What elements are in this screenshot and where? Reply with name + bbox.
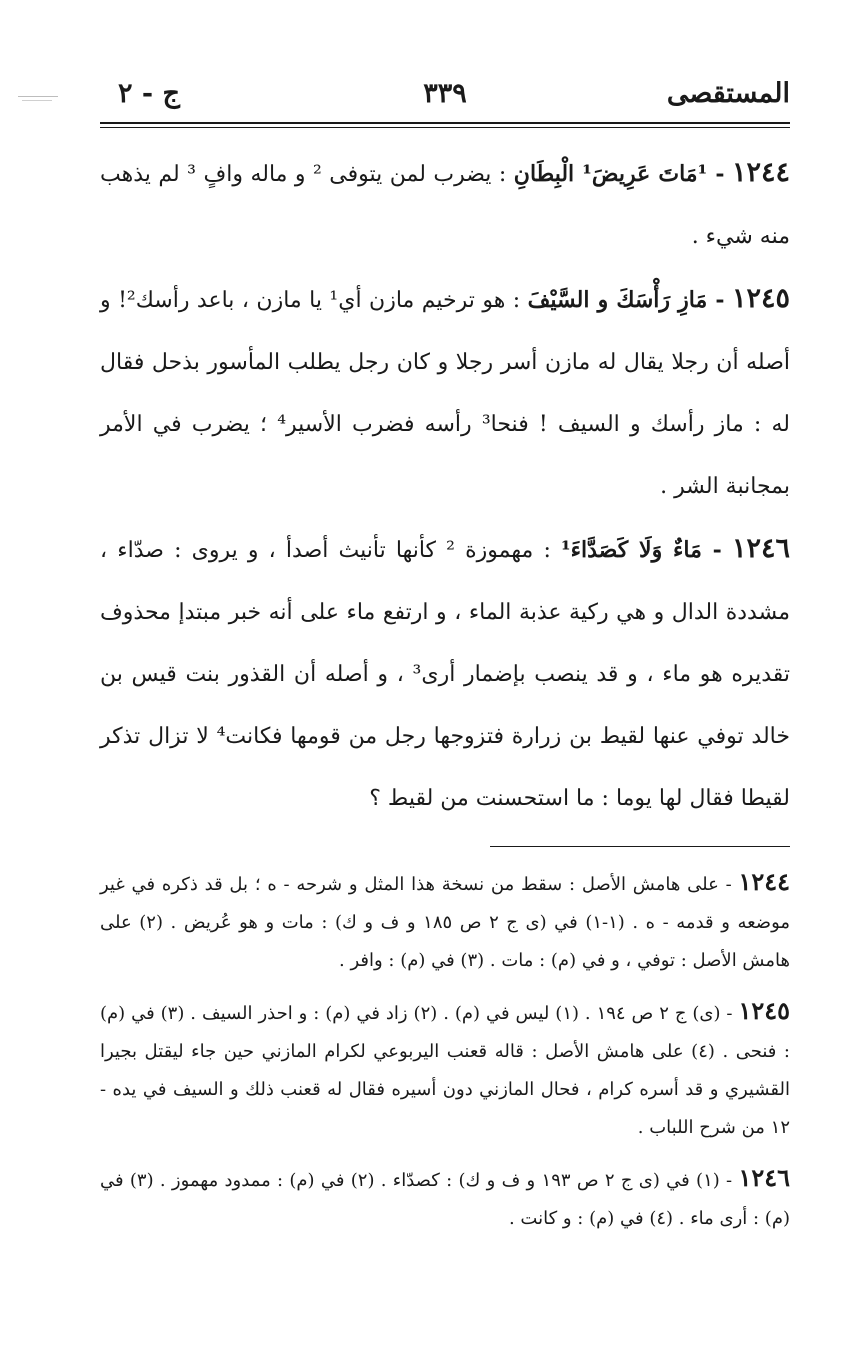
- entry-number: ١٢٤٦: [731, 533, 790, 564]
- footnote: [100, 1159, 790, 1238]
- running-header: [100, 70, 790, 122]
- book-title: المستقصى: [666, 78, 790, 109]
- volume-label: ج - ٢: [118, 78, 180, 109]
- footnote-number: ١٢٤٥: [738, 996, 790, 1025]
- proverb-entry: [100, 518, 790, 830]
- proverb-entry: [100, 142, 790, 268]
- footnote: [100, 992, 790, 1147]
- footnote-separator: [490, 846, 790, 847]
- footnote-number: ١٢٤٤: [738, 867, 790, 896]
- footnote-text: - (ى) ج ٢ ص ١٩٤ . (١) ليس في (م) . (٢) زاد في (م) : و احذر السيف . (٣) في (م) : فنحى . (٤) على هامش الأصل : قاله قعنب اليربوعي لكرام المازني حين جاء ليقتل بجيرا القشيري و قد أسره كرام ، فحال المازني دون أسيره فقال له قعنب ذلك و السيف في يده - ١٢ من شرح اللباب .: [100, 1003, 790, 1138]
- footnote: [100, 863, 790, 980]
- entry-lemma: - مَاءٌ وَلَا كَصَدَّاءَ¹: [561, 537, 722, 563]
- document-page: [100, 70, 790, 1250]
- entry-lemma: - ¹مَاتَ عَرِيضَ¹ الْبِطَانِ: [513, 161, 725, 187]
- footnote-text: - (١) في (ى ج ٢ ص ١٩٣ و ف و ك) : كصدّاء . (٢) في (م) : ممدود مهموز . (٣) في (م) : أرى ماء . (٤) في (م) : و كانت .: [100, 1170, 790, 1229]
- entry-number: ١٢٤٥: [731, 283, 790, 314]
- proverb-entry: [100, 268, 790, 518]
- footnote-text: - على هامش الأصل : سقط من نسخة هذا المثل و شرحه - ه ؛ بل قد ذكره في غير موضعه و قدمه - ه . (١-١) في (ى ج ٢ ص ١٨٥ و ف و ك) : مات و هو عُريض . (٢) على هامش الأصل : توفي ، و في (م) : مات . (٣) في (م) : وافر .: [100, 874, 791, 971]
- entry-lemma: - مَازِ رَأْسَكَ و السَّيْفَ: [527, 287, 725, 313]
- page-number: ٣٣٩: [423, 78, 467, 109]
- header-rule: [100, 122, 790, 128]
- entry-number: ١٢٤٤: [731, 157, 790, 188]
- entry-text: : يضرب لمن يتوفى ² و ماله وافٍ ³ لم يذهب منه شيء .: [100, 162, 790, 249]
- margin-mark: [22, 100, 52, 101]
- margin-mark: [18, 96, 58, 97]
- entry-text: : مهموزة ² كأنها تأنيث أصدأ ، و يروى : صدّاء ، مشددة الدال و هي ركية عذبة الماء ، و ارتفع ماء على أنه خبر مبتدإ محذوف تقديره هو ماء ، و قد ينصب بإضمار أرى³ ، و أصله أن القذور بنت قيس بن خالد توفي عنها لقيط بن زرارة فتزوجها رجل من قومها فكانت⁴ لا تزال تذكر لقيطا فقال لها يوما : ما استحسنت من لقيط ؟: [100, 538, 790, 811]
- footnote-number: ١٢٤٦: [738, 1163, 790, 1192]
- entry-text: : هو ترخيم مازن أي¹ يا مازن ، باعد رأسك²! و أصله أن رجلا يقال له مازن أسر رجلا و كان رجل يطلب المأسور بذحل فقال له : ماز رأسك و السيف ! فنحا³ رأسه فضرب الأسير⁴ ؛ يضرب في الأمر بمجانبة الشر .: [100, 288, 790, 499]
